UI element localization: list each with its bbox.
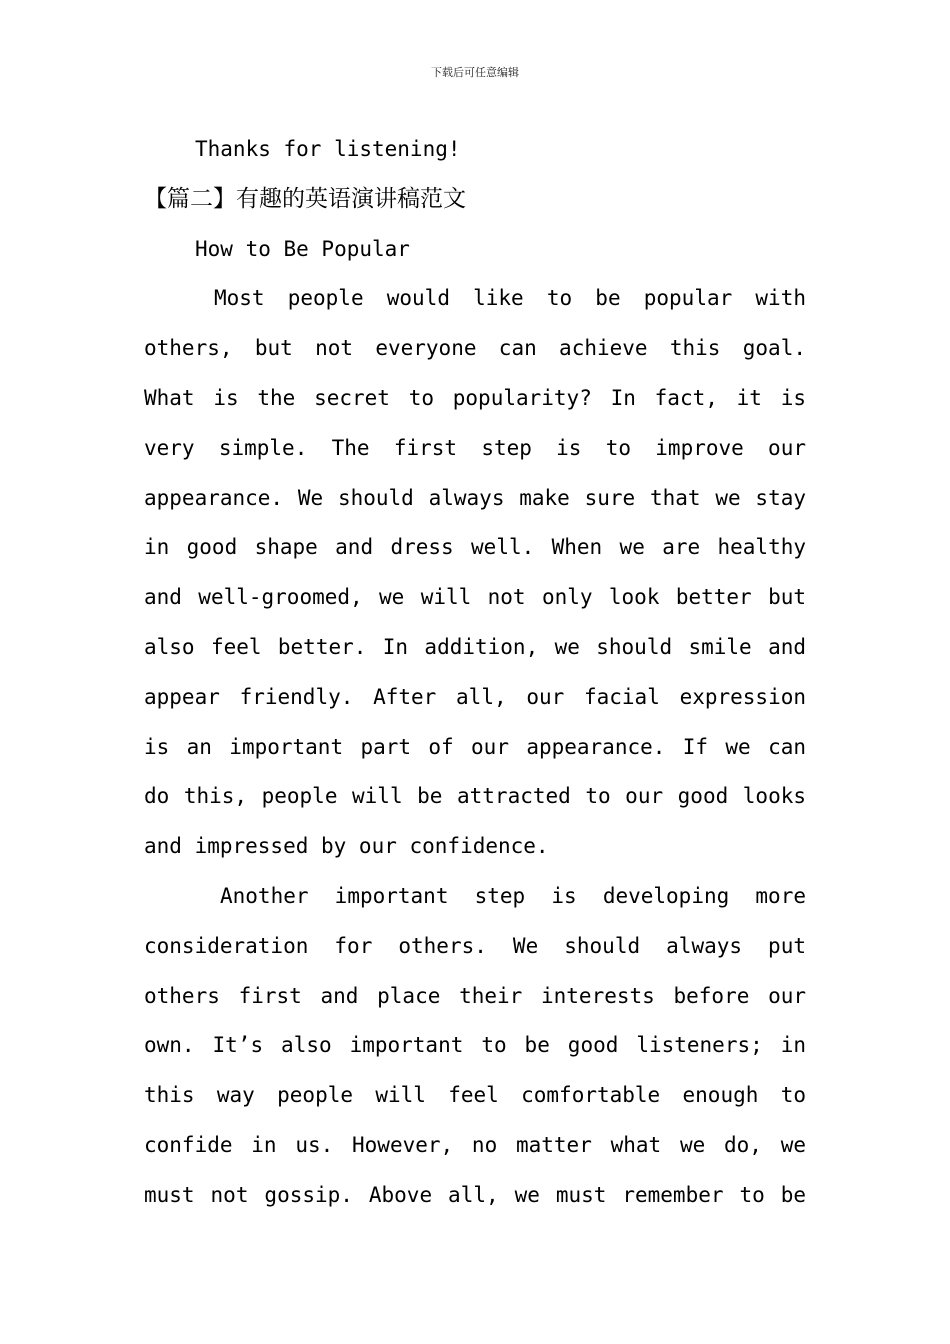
text-line: others, but not everyone can achieve this goal. <box>144 336 806 361</box>
speech-title: How to Be Popular <box>195 236 410 261</box>
text-line: and impressed by our confidence. <box>144 834 549 859</box>
text-line: also feel better. In addition, we should smile and <box>144 634 806 659</box>
text-line: others first and place their interests before our <box>144 983 806 1008</box>
text-line: this way people will feel comfortable enough to <box>144 1083 806 1108</box>
text-line: is an important part of our appearance. If we can <box>144 734 806 759</box>
text-line: appearance. We should always make sure that we stay <box>144 485 806 510</box>
text-line: What is the secret to popularity? In fact, it is <box>144 385 806 410</box>
document-body <box>144 125 806 1221</box>
text-line: own. It’s also important to be good listeners; in <box>144 1033 806 1058</box>
closing-line: Thanks for listening! <box>195 137 461 161</box>
paragraph-2 <box>144 872 806 1221</box>
text-line: must not gossip. Above all, we must remember to be <box>144 1182 806 1207</box>
section-heading: 【篇二】有趣的英语演讲稿范文 <box>144 185 466 212</box>
text-line: and well-groomed, we will not only look better but <box>144 585 806 610</box>
text-line: Most people would like to be popular with <box>214 286 806 311</box>
text-line: do this, people will be attracted to our good looks <box>144 784 806 809</box>
text-line: confide in us. However, no matter what we do, we <box>144 1132 806 1157</box>
text-line: Another important step is developing more <box>220 883 806 908</box>
page-header-note: 下载后可任意编辑 <box>431 66 519 79</box>
paragraph-1 <box>144 274 806 872</box>
text-line: in good shape and dress well. When we are healthy <box>144 535 806 560</box>
text-line: appear friendly. After all, our facial expression <box>144 684 806 709</box>
text-line: consideration for others. We should always put <box>144 933 806 958</box>
text-line: very simple. The first step is to improve our <box>144 435 806 460</box>
